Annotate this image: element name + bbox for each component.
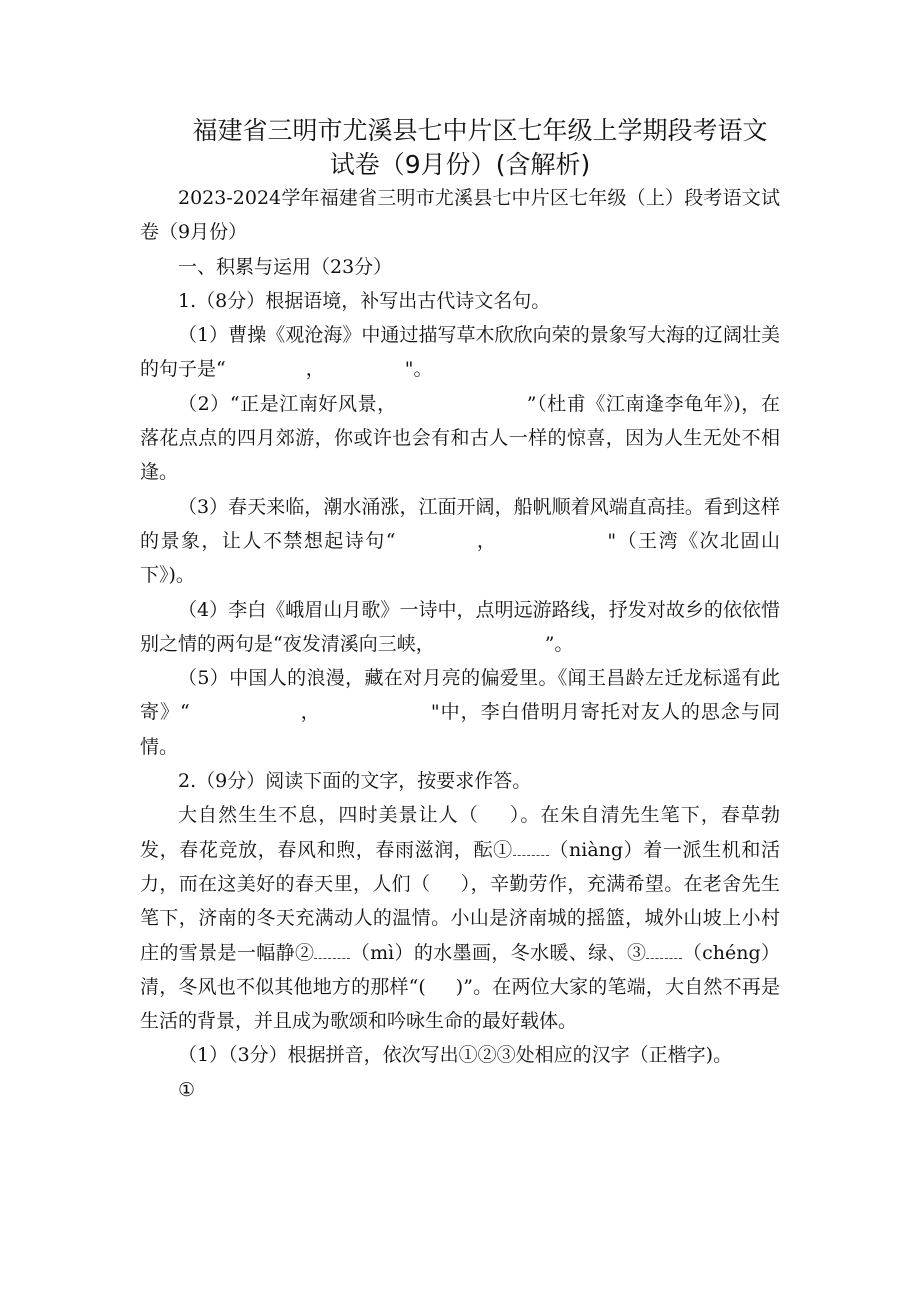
q1-1-text-a: （1）曹操《观沧海》中通过描写草木欣欣向荣的景象写大海的辽阔壮美的句子是“ [140,324,780,381]
q1-4-text-a: （4）李白《峨眉山月歌》一诗中，点明远游路线，抒发对故乡的依依惜别之情的两句是“夜发清溪向三峡， [140,598,780,655]
question-1-part-4 [140,593,780,662]
document-title-line1: 福建省三明市尤溪县七中片区七年级上学期段考语文 [192,116,768,145]
passage-text-g: )”。在两位大家的笔端，大自然不再是生活的背景，并且成为歌颂和吟咏生命的最好载体。 [140,975,780,1033]
q1-1-text-c: "。 [404,358,433,381]
q1-3-text-a: （3）春天来临，潮水涌涨，江面开阔，船帆顺着风端直高挂。看到这样的景象，让人不禁想起诗句“ [140,495,780,552]
q1-3-text-b: ， [475,529,498,552]
section-heading: 一、积累与运用（23分） [178,255,393,278]
question-1-part-5 [140,661,780,764]
passage-text-f: （chéng）清，冬风也不似其他地方的那样“( [140,941,780,998]
question-2: 2.（9分）阅读下面的文字，按要求作答。 [178,770,532,793]
passage-text-e: （mì）的水墨画，冬水暖、绿、③ [350,941,647,964]
q1-3-text-c: "（王湾《次北固山下》)。 [140,529,780,587]
q1-1-text-b: ， [305,358,325,381]
q1-2-text-a: （2）“正是江南好风景， [178,392,397,415]
q1-5-text-a: （5）中国人的浪漫，藏在对月亮的偏爱里。《闻王昌龄左迁龙标遥有此寄》“ [140,667,780,724]
passage-text-b: ）。在朱自清先生笔下，春草勃发，春花竞放，春风和煦，春雨滋润，酝① [140,804,780,861]
question-1-part-1 [140,318,780,387]
question-1: 1.（8分）根据语境，补写出古代诗文名句。 [178,289,551,312]
q1-5-text-c: "中，李白借明月寄托对友人的思念与同情。 [140,701,780,758]
passage-text-c: （niàng）着一派生机和活力，而在这美好的春天里，人们（ [140,838,780,895]
pinyin-blank-3[interactable] [646,940,682,958]
pinyin-blank-1[interactable] [513,838,549,856]
document-body [140,181,780,1107]
exam-subtitle: 2023-2024学年福建省三明市尤溪县七中片区七年级（上）段考语文试卷（9月份） [140,187,780,244]
passage-text-a: 大自然生生不息，四时美景让人（ [178,804,479,827]
question-2-part-1: （1）（3分）根据拼音，依次写出①②③处相应的汉字（正楷字)。 [178,1044,733,1067]
passage-text-d: ），辛勤劳作，充满希望。在老舍先生笔下，济南的冬天充满动人的温情。小山是济南城的摇篮，城外山坡上小村庄的雪景是一幅静② [140,872,780,964]
pinyin-blank-2[interactable] [314,940,350,958]
q1-5-text-b: ， [299,701,321,724]
q1-2-text-b: ”（杜甫《江南逢李龟年》)，在落花点点的四月郊游，你或许也会有和古人一样的惊喜，因为人生无处不相逢。 [140,392,780,484]
question-1-part-3 [140,490,780,593]
question-1-part-2 [140,387,780,490]
reading-passage [140,798,780,1038]
q1-4-text-b: ”。 [544,632,574,655]
answer-marker: ① [178,1078,196,1101]
document-title-line2: 试卷（9月份）(含解析) [329,150,591,179]
